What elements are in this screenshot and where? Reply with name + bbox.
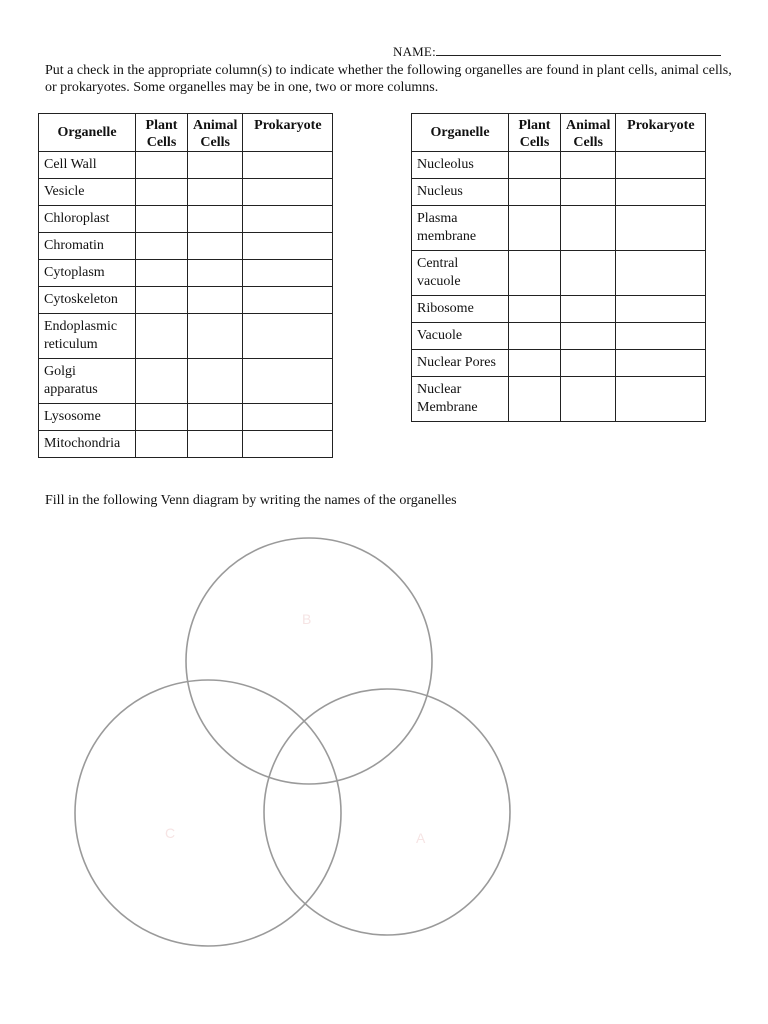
header-animal-cells: Animal Cells	[188, 114, 243, 152]
checkbox-cell-plant-cells[interactable]	[136, 404, 188, 431]
table-row	[412, 179, 706, 206]
table-row	[412, 206, 706, 251]
checkbox-cell-animal-cells[interactable]	[561, 206, 616, 251]
table-row	[39, 314, 333, 359]
checkbox-cell-plant-cells[interactable]	[136, 152, 188, 179]
checkbox-cell-prokaryote[interactable]	[243, 359, 333, 404]
table-row	[39, 206, 333, 233]
organelle-name: Cell Wall	[39, 152, 136, 179]
checkbox-cell-prokaryote[interactable]	[616, 179, 706, 206]
checkbox-cell-animal-cells[interactable]	[561, 350, 616, 377]
checkbox-cell-animal-cells[interactable]	[561, 179, 616, 206]
organelle-name: Cytoplasm	[39, 260, 136, 287]
checkbox-cell-plant-cells[interactable]	[136, 359, 188, 404]
checkbox-cell-prokaryote[interactable]	[616, 206, 706, 251]
checkbox-cell-prokaryote[interactable]	[616, 296, 706, 323]
table-row	[412, 377, 706, 422]
checkbox-cell-plant-cells[interactable]	[509, 350, 561, 377]
organelle-name: Plasma membrane	[412, 206, 509, 251]
organelle-name: Nucleolus	[412, 152, 509, 179]
checkbox-cell-plant-cells[interactable]	[136, 431, 188, 458]
table-row	[39, 179, 333, 206]
table-header-row	[39, 114, 333, 152]
checkbox-cell-animal-cells[interactable]	[188, 206, 243, 233]
checkbox-cell-animal-cells[interactable]	[561, 152, 616, 179]
venn-diagram	[0, 520, 768, 960]
checkbox-cell-plant-cells[interactable]	[509, 206, 561, 251]
checkbox-cell-animal-cells[interactable]	[188, 179, 243, 206]
name-label: NAME:	[393, 44, 436, 59]
checkbox-cell-prokaryote[interactable]	[616, 350, 706, 377]
venn-circle-a[interactable]	[264, 689, 510, 935]
table-row	[39, 233, 333, 260]
table-row	[39, 404, 333, 431]
table-row	[39, 260, 333, 287]
checkbox-cell-prokaryote[interactable]	[616, 152, 706, 179]
organelle-table-left	[38, 113, 333, 458]
checkbox-cell-plant-cells[interactable]	[136, 260, 188, 287]
organelle-name: Central vacuole	[412, 251, 509, 296]
header-prokaryote: Prokaryote	[243, 114, 333, 152]
header-organelle: Organelle	[39, 114, 136, 152]
name-blank-line[interactable]	[436, 44, 721, 56]
checkbox-cell-animal-cells[interactable]	[188, 152, 243, 179]
header-plant-cells: Plant Cells	[509, 114, 561, 152]
checkbox-cell-plant-cells[interactable]	[509, 251, 561, 296]
venn-circle-c[interactable]	[75, 680, 341, 946]
table-row	[39, 152, 333, 179]
checkbox-cell-prokaryote[interactable]	[243, 404, 333, 431]
header-plant-cells: Plant Cells	[136, 114, 188, 152]
organelle-name: Lysosome	[39, 404, 136, 431]
organelle-name: Nuclear Membrane	[412, 377, 509, 422]
checkbox-cell-prokaryote[interactable]	[243, 233, 333, 260]
checkbox-cell-plant-cells[interactable]	[509, 296, 561, 323]
checkbox-cell-prokaryote[interactable]	[243, 179, 333, 206]
organelle-name: Chromatin	[39, 233, 136, 260]
header-prokaryote: Prokaryote	[616, 114, 706, 152]
checkbox-cell-prokaryote[interactable]	[243, 287, 333, 314]
organelle-name: Mitochondria	[39, 431, 136, 458]
table-row	[412, 323, 706, 350]
checkbox-cell-animal-cells[interactable]	[188, 287, 243, 314]
checkbox-cell-plant-cells[interactable]	[509, 179, 561, 206]
checkbox-cell-animal-cells[interactable]	[188, 314, 243, 359]
name-field[interactable]	[393, 44, 721, 60]
table-row	[412, 251, 706, 296]
checkbox-cell-prokaryote[interactable]	[616, 377, 706, 422]
table-row	[39, 431, 333, 458]
checkbox-cell-animal-cells[interactable]	[561, 296, 616, 323]
checkbox-cell-animal-cells[interactable]	[561, 377, 616, 422]
checkbox-cell-plant-cells[interactable]	[509, 323, 561, 350]
checkbox-cell-prokaryote[interactable]	[616, 323, 706, 350]
organelle-name: Cytoskeleton	[39, 287, 136, 314]
header-animal-cells: Animal Cells	[561, 114, 616, 152]
checkbox-cell-animal-cells[interactable]	[188, 431, 243, 458]
checkbox-cell-plant-cells[interactable]	[509, 152, 561, 179]
table-row	[39, 359, 333, 404]
checkbox-cell-plant-cells[interactable]	[136, 233, 188, 260]
table-row	[412, 296, 706, 323]
organelle-name: Nuclear Pores	[412, 350, 509, 377]
checkbox-cell-animal-cells[interactable]	[188, 233, 243, 260]
checkbox-cell-plant-cells[interactable]	[509, 377, 561, 422]
checkbox-cell-prokaryote[interactable]	[243, 206, 333, 233]
organelle-name: Endoplasmic reticulum	[39, 314, 136, 359]
header-organelle: Organelle	[412, 114, 509, 152]
checkbox-cell-plant-cells[interactable]	[136, 287, 188, 314]
checkbox-cell-prokaryote[interactable]	[243, 314, 333, 359]
organelle-name: Vacuole	[412, 323, 509, 350]
table-row	[39, 287, 333, 314]
venn-label-c: C	[165, 825, 176, 841]
checkbox-cell-animal-cells[interactable]	[188, 359, 243, 404]
checkbox-cell-animal-cells[interactable]	[188, 260, 243, 287]
checkbox-cell-prokaryote[interactable]	[616, 251, 706, 296]
table-row	[412, 350, 706, 377]
table-header-row	[412, 114, 706, 152]
venn-circle-b[interactable]	[186, 538, 432, 784]
table-row	[412, 152, 706, 179]
checkbox-cell-prokaryote[interactable]	[243, 152, 333, 179]
organelle-name: Golgi apparatus	[39, 359, 136, 404]
venn-label-b: B	[302, 611, 312, 627]
checkbox-cell-animal-cells[interactable]	[561, 323, 616, 350]
organelle-name: Nucleus	[412, 179, 509, 206]
venn-label-a: A	[416, 830, 426, 846]
checkbox-cell-prokaryote[interactable]	[243, 260, 333, 287]
checkbox-cell-plant-cells[interactable]	[136, 206, 188, 233]
checkbox-cell-animal-cells[interactable]	[561, 251, 616, 296]
organelle-name: Chloroplast	[39, 206, 136, 233]
organelle-name: Ribosome	[412, 296, 509, 323]
instructions-text: Put a check in the appropriate column(s) to indicate whether the following organelles are found in plant cells, animal cells, or prokaryotes. Some organelles may be in one, two or more columns.	[45, 63, 732, 95]
venn-caption: Fill in the following Venn diagram by writing the names of the organelles	[45, 493, 457, 508]
checkbox-cell-prokaryote[interactable]	[243, 431, 333, 458]
organelle-name: Vesicle	[39, 179, 136, 206]
checkbox-cell-animal-cells[interactable]	[188, 404, 243, 431]
checkbox-cell-plant-cells[interactable]	[136, 179, 188, 206]
organelle-table-right	[411, 113, 706, 422]
checkbox-cell-plant-cells[interactable]	[136, 314, 188, 359]
